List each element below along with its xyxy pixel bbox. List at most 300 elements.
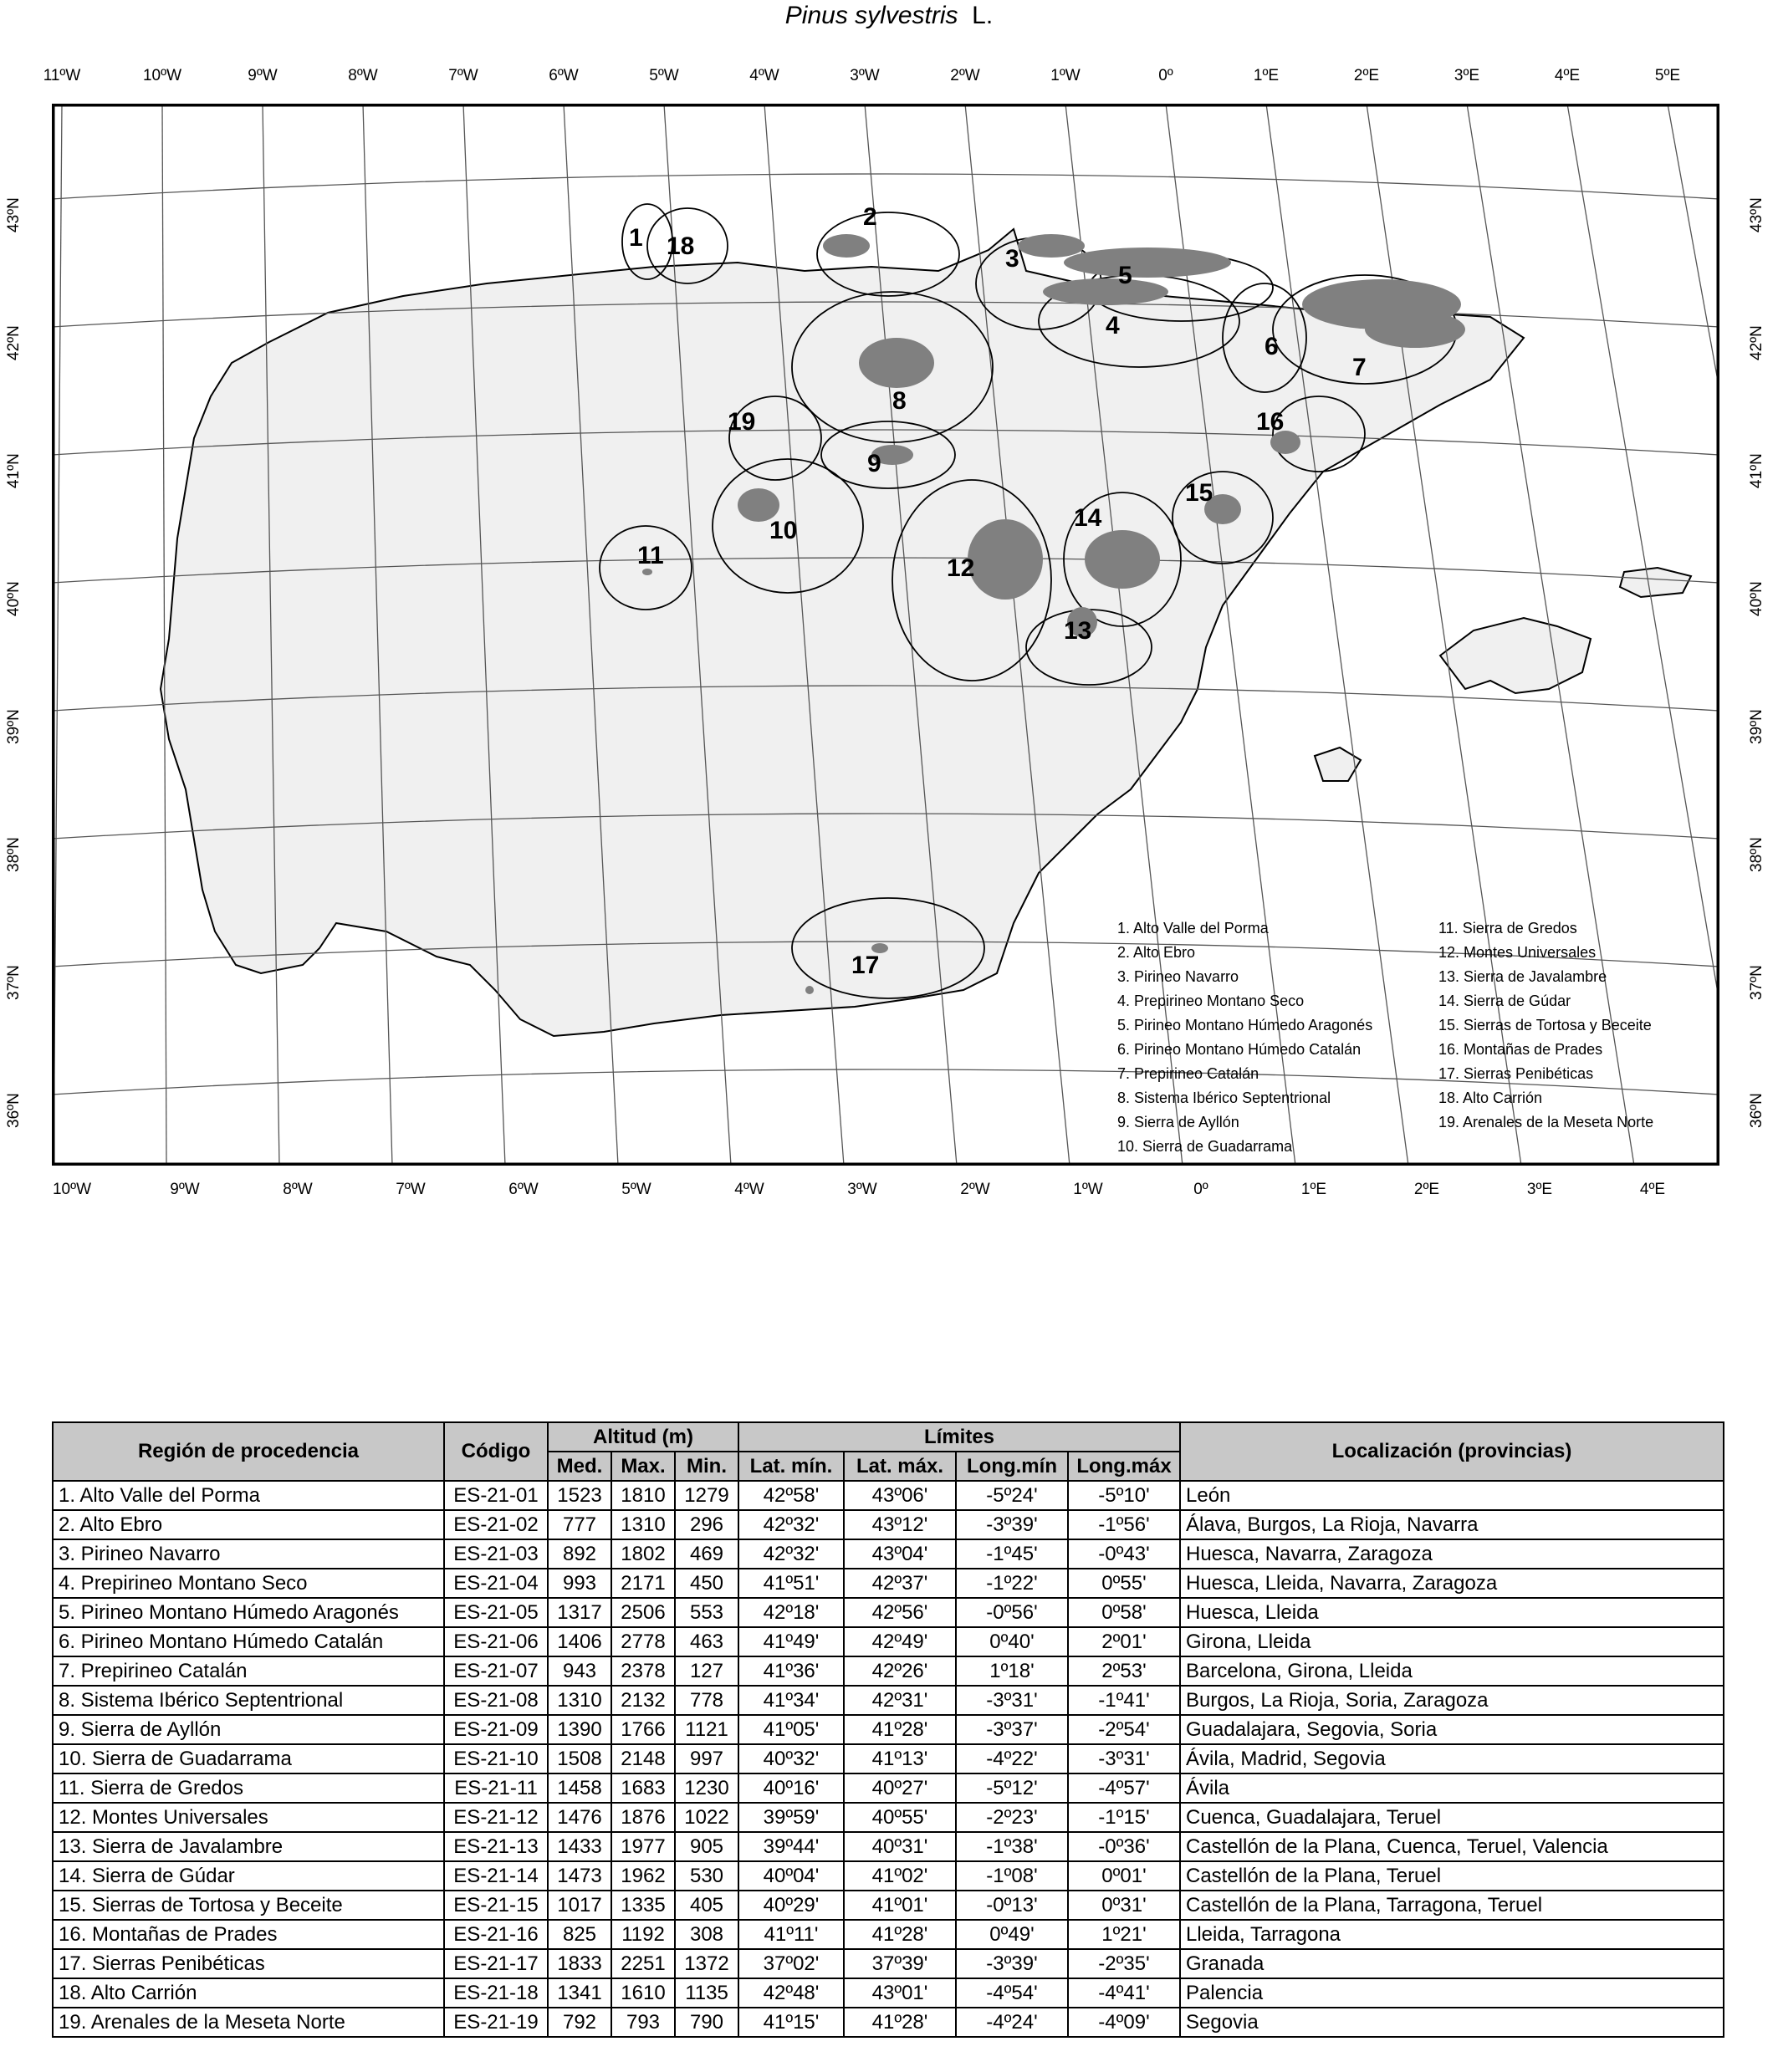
cell-alt-max: 1310 xyxy=(611,1510,675,1539)
legend-item: 10. Sierra de Guadarrama xyxy=(1117,1138,1293,1155)
cell-long-min: -4º24' xyxy=(956,2008,1068,2037)
cell-location: Castellón de la Plana, Cuenca, Teruel, Valencia xyxy=(1180,1832,1724,1861)
top-lon-tick: 7ºW xyxy=(448,67,478,84)
legend-item: 1. Alto Valle del Porma xyxy=(1117,920,1269,936)
cell-alt-max: 2132 xyxy=(611,1686,675,1715)
region-number-label: 1 xyxy=(629,224,643,252)
region-number-label: 3 xyxy=(1005,245,1019,273)
cell-alt-max: 1766 xyxy=(611,1715,675,1744)
cell-alt-med: 1458 xyxy=(548,1773,611,1803)
region-number-label: 9 xyxy=(867,450,881,477)
header-region: Región de procedencia xyxy=(53,1422,444,1481)
cell-code: ES-21-15 xyxy=(444,1891,548,1920)
lat-tick-left: 37ºN xyxy=(5,965,23,1000)
cell-alt-med: 1473 xyxy=(548,1861,611,1891)
legend-item: 12. Montes Universales xyxy=(1438,944,1597,961)
legend-item: 15. Sierras de Tortosa y Beceite xyxy=(1438,1017,1652,1033)
cell-alt-max: 1810 xyxy=(611,1481,675,1510)
header-long-max: Long.máx xyxy=(1068,1452,1180,1481)
lat-tick-left: 40ºN xyxy=(5,581,23,616)
provenance-regions-table xyxy=(52,1421,1724,2038)
region-number-label: 4 xyxy=(1106,312,1120,339)
cell-alt-min: 450 xyxy=(675,1569,738,1598)
species-author: L. xyxy=(972,2,994,29)
cell-code: ES-21-06 xyxy=(444,1627,548,1656)
cell-alt-med: 1406 xyxy=(548,1627,611,1656)
cell-code: ES-21-02 xyxy=(444,1510,548,1539)
table-row xyxy=(53,1656,1724,1686)
cell-alt-min: 463 xyxy=(675,1627,738,1656)
legend-item: 13. Sierra de Javalambre xyxy=(1438,968,1607,985)
cell-alt-max: 1683 xyxy=(611,1773,675,1803)
cell-region: 12. Montes Universales xyxy=(53,1803,444,1832)
cell-long-min: 0º49' xyxy=(956,1920,1068,1949)
cell-region: 7. Prepirineo Catalán xyxy=(53,1656,444,1686)
cell-lat-min: 37º02' xyxy=(738,1949,844,1978)
cell-long-min: -5º24' xyxy=(956,1481,1068,1510)
lat-tick-right: 36ºN xyxy=(1748,1093,1765,1128)
bottom-lon-tick: 6ºW xyxy=(508,1181,539,1198)
table-row xyxy=(53,1481,1724,1510)
cell-long-max: 0º58' xyxy=(1068,1598,1180,1627)
cell-long-max: 2º01' xyxy=(1068,1627,1180,1656)
cell-location: Huesca, Navarra, Zaragoza xyxy=(1180,1539,1724,1569)
cell-long-max: -2º54' xyxy=(1068,1715,1180,1744)
cell-long-min: -0º56' xyxy=(956,1598,1068,1627)
bottom-lon-tick: 2ºW xyxy=(960,1181,990,1198)
table-row xyxy=(53,1715,1724,1744)
legend-item: 6. Pirineo Montano Húmedo Catalán xyxy=(1117,1041,1362,1058)
cell-alt-med: 1508 xyxy=(548,1744,611,1773)
cell-location: León xyxy=(1180,1481,1724,1510)
cell-lat-max: 42º31' xyxy=(844,1686,956,1715)
header-location: Localización (provincias) xyxy=(1180,1422,1724,1481)
cell-region: 19. Arenales de la Meseta Norte xyxy=(53,2008,444,2037)
top-lon-tick: 3ºE xyxy=(1454,67,1480,84)
cell-region: 14. Sierra de Gúdar xyxy=(53,1861,444,1891)
lat-tick-right: 43ºN xyxy=(1748,197,1765,232)
region-number-label: 10 xyxy=(769,517,798,544)
top-lon-tick: 4ºW xyxy=(749,67,779,84)
cell-alt-max: 1876 xyxy=(611,1803,675,1832)
cell-long-min: -3º39' xyxy=(956,1949,1068,1978)
cell-region: 11. Sierra de Gredos xyxy=(53,1773,444,1803)
cell-alt-med: 1317 xyxy=(548,1598,611,1627)
region-number-label: 14 xyxy=(1074,504,1102,532)
cell-location: Guadalajara, Segovia, Soria xyxy=(1180,1715,1724,1744)
cell-long-min: 0º40' xyxy=(956,1627,1068,1656)
cell-long-min: 1º18' xyxy=(956,1656,1068,1686)
cell-long-max: 1º21' xyxy=(1068,1920,1180,1949)
bottom-lon-tick: 7ºW xyxy=(396,1181,426,1198)
header-code: Código xyxy=(444,1422,548,1481)
lat-tick-right: 39ºN xyxy=(1748,709,1765,744)
region-number-label: 7 xyxy=(1352,354,1367,381)
cell-region: 5. Pirineo Montano Húmedo Aragonés xyxy=(53,1598,444,1627)
cell-alt-max: 1610 xyxy=(611,1978,675,2008)
cell-lat-min: 41º34' xyxy=(738,1686,844,1715)
cell-location: Ávila, Madrid, Segovia xyxy=(1180,1744,1724,1773)
table-row xyxy=(53,1627,1724,1656)
cell-alt-med: 1310 xyxy=(548,1686,611,1715)
cell-lat-max: 41º28' xyxy=(844,1920,956,1949)
cell-location: Granada xyxy=(1180,1949,1724,1978)
legend-item: 14. Sierra de Gúdar xyxy=(1438,993,1571,1009)
region-number-label: 5 xyxy=(1118,262,1132,289)
cell-alt-max: 1192 xyxy=(611,1920,675,1949)
top-lon-tick: 10ºW xyxy=(142,67,182,84)
region-number-label: 15 xyxy=(1185,479,1213,507)
cell-location: Burgos, La Rioja, Soria, Zaragoza xyxy=(1180,1686,1724,1715)
table-row xyxy=(53,1920,1724,1949)
top-lon-tick: 1ºW xyxy=(1050,67,1081,84)
cell-long-min: -1º22' xyxy=(956,1569,1068,1598)
cell-lat-min: 40º16' xyxy=(738,1773,844,1803)
cell-location: Álava, Burgos, La Rioja, Navarra xyxy=(1180,1510,1724,1539)
cell-alt-med: 943 xyxy=(548,1656,611,1686)
cell-region: 8. Sistema Ibérico Septentrional xyxy=(53,1686,444,1715)
table-row xyxy=(53,1510,1724,1539)
legend-item: 9. Sierra de Ayllón xyxy=(1117,1114,1239,1130)
cell-long-max: -1º41' xyxy=(1068,1686,1180,1715)
lat-tick-left: 41ºN xyxy=(5,453,23,488)
cell-lat-min: 41º15' xyxy=(738,2008,844,2037)
top-lon-tick: 5ºE xyxy=(1654,67,1681,84)
region-number-label: 6 xyxy=(1265,333,1279,360)
cell-alt-max: 2171 xyxy=(611,1569,675,1598)
cell-code: ES-21-13 xyxy=(444,1832,548,1861)
cell-lat-min: 42º32' xyxy=(738,1510,844,1539)
cell-lat-max: 43º12' xyxy=(844,1510,956,1539)
cell-lat-max: 42º37' xyxy=(844,1569,956,1598)
cell-lat-max: 43º01' xyxy=(844,1978,956,2008)
cell-long-max: -1º15' xyxy=(1068,1803,1180,1832)
cell-lat-min: 39º59' xyxy=(738,1803,844,1832)
table-row xyxy=(53,1891,1724,1920)
cell-code: ES-21-08 xyxy=(444,1686,548,1715)
region-number-label: 8 xyxy=(892,387,907,415)
bottom-lon-tick: 10ºW xyxy=(52,1181,92,1198)
cell-region: 17. Sierras Penibéticas xyxy=(53,1949,444,1978)
top-lon-tick: 4ºE xyxy=(1554,67,1581,84)
cell-code: ES-21-07 xyxy=(444,1656,548,1686)
cell-lat-max: 41º28' xyxy=(844,1715,956,1744)
cell-alt-max: 2378 xyxy=(611,1656,675,1686)
header-min: Min. xyxy=(675,1452,738,1481)
lat-tick-left: 39ºN xyxy=(5,709,23,744)
cell-alt-min: 296 xyxy=(675,1510,738,1539)
bottom-lon-tick: 4ºW xyxy=(734,1181,764,1198)
top-lon-tick: 5ºW xyxy=(649,67,679,84)
cell-code: ES-21-03 xyxy=(444,1539,548,1569)
cell-lat-min: 40º29' xyxy=(738,1891,844,1920)
cell-alt-med: 1341 xyxy=(548,1978,611,2008)
cell-region: 18. Alto Carrión xyxy=(53,1978,444,2008)
legend-item: 5. Pirineo Montano Húmedo Aragonés xyxy=(1117,1017,1373,1033)
region-number-label: 11 xyxy=(637,542,664,569)
cell-alt-min: 553 xyxy=(675,1598,738,1627)
cell-location: Girona, Lleida xyxy=(1180,1627,1724,1656)
header-max: Max. xyxy=(611,1452,675,1481)
cell-region: 15. Sierras de Tortosa y Beceite xyxy=(53,1891,444,1920)
cell-alt-min: 905 xyxy=(675,1832,738,1861)
cell-lat-max: 42º56' xyxy=(844,1598,956,1627)
cell-alt-min: 1022 xyxy=(675,1803,738,1832)
cell-long-max: -0º43' xyxy=(1068,1539,1180,1569)
cell-lat-max: 41º01' xyxy=(844,1891,956,1920)
cell-lat-min: 42º32' xyxy=(738,1539,844,1569)
cell-location: Castellón de la Plana, Tarragona, Teruel xyxy=(1180,1891,1724,1920)
cell-alt-min: 405 xyxy=(675,1891,738,1920)
cell-code: ES-21-18 xyxy=(444,1978,548,2008)
cell-lat-max: 41º13' xyxy=(844,1744,956,1773)
cell-long-max: 0º55' xyxy=(1068,1569,1180,1598)
legend-item: 7. Prepirineo Catalán xyxy=(1117,1065,1259,1082)
top-lon-tick: 2ºE xyxy=(1353,67,1380,84)
cell-long-min: -1º08' xyxy=(956,1861,1068,1891)
cell-alt-med: 1476 xyxy=(548,1803,611,1832)
cell-alt-min: 778 xyxy=(675,1686,738,1715)
cell-alt-max: 1335 xyxy=(611,1891,675,1920)
cell-alt-med: 993 xyxy=(548,1569,611,1598)
cell-location: Huesca, Lleida, Navarra, Zaragoza xyxy=(1180,1569,1724,1598)
cell-alt-min: 1230 xyxy=(675,1773,738,1803)
cell-lat-max: 43º06' xyxy=(844,1481,956,1510)
cell-location: Ávila xyxy=(1180,1773,1724,1803)
legend-item: 2. Alto Ebro xyxy=(1117,944,1196,961)
cell-lat-max: 37º39' xyxy=(844,1949,956,1978)
cell-alt-min: 308 xyxy=(675,1920,738,1949)
header-long-min: Long.mín xyxy=(956,1452,1068,1481)
cell-long-min: -5º12' xyxy=(956,1773,1068,1803)
table-row xyxy=(53,1598,1724,1627)
cell-long-min: -3º31' xyxy=(956,1686,1068,1715)
cell-lat-min: 39º44' xyxy=(738,1832,844,1861)
cell-alt-min: 1135 xyxy=(675,1978,738,2008)
cell-alt-min: 997 xyxy=(675,1744,738,1773)
header-med: Med. xyxy=(548,1452,611,1481)
table-row xyxy=(53,1978,1724,2008)
cell-lat-min: 42º18' xyxy=(738,1598,844,1627)
cell-code: ES-21-04 xyxy=(444,1569,548,1598)
region-number-label: 19 xyxy=(728,408,756,436)
top-lon-tick: 2ºW xyxy=(950,67,980,84)
table-row xyxy=(53,1539,1724,1569)
cell-region: 4. Prepirineo Montano Seco xyxy=(53,1569,444,1598)
lat-tick-right: 42ºN xyxy=(1748,325,1765,360)
cell-code: ES-21-01 xyxy=(444,1481,548,1510)
bottom-lon-tick: 4ºE xyxy=(1639,1181,1666,1198)
cell-code: ES-21-14 xyxy=(444,1861,548,1891)
cell-alt-min: 1372 xyxy=(675,1949,738,1978)
bottom-lon-tick: 1ºE xyxy=(1300,1181,1327,1198)
cell-alt-med: 1017 xyxy=(548,1891,611,1920)
top-lon-tick: 11ºW xyxy=(43,67,81,84)
table-row xyxy=(53,1744,1724,1773)
cell-long-max: 0º31' xyxy=(1068,1891,1180,1920)
cell-long-min: -4º22' xyxy=(956,1744,1068,1773)
cell-lat-max: 40º31' xyxy=(844,1832,956,1861)
cell-region: 2. Alto Ebro xyxy=(53,1510,444,1539)
header-lat-min: Lat. mín. xyxy=(738,1452,844,1481)
cell-lat-min: 41º05' xyxy=(738,1715,844,1744)
header-altitude: Altitud (m) xyxy=(548,1422,738,1452)
cell-alt-max: 2506 xyxy=(611,1598,675,1627)
bottom-lon-tick: 0º xyxy=(1193,1181,1208,1198)
cell-lat-min: 41º51' xyxy=(738,1569,844,1598)
table-row xyxy=(53,1861,1724,1891)
cell-alt-max: 2251 xyxy=(611,1949,675,1978)
table-row xyxy=(53,1803,1724,1832)
lat-tick-right: 38ºN xyxy=(1748,837,1765,872)
cell-code: ES-21-17 xyxy=(444,1949,548,1978)
cell-alt-max: 1802 xyxy=(611,1539,675,1569)
cell-lat-min: 42º58' xyxy=(738,1481,844,1510)
cell-alt-min: 1121 xyxy=(675,1715,738,1744)
top-lon-tick: 9ºW xyxy=(248,67,278,84)
legend-item: 16. Montañas de Prades xyxy=(1438,1041,1603,1058)
cell-location: Castellón de la Plana, Teruel xyxy=(1180,1861,1724,1891)
cell-long-max: -4º57' xyxy=(1068,1773,1180,1803)
map-title xyxy=(0,2,1778,30)
cell-long-min: -2º23' xyxy=(956,1803,1068,1832)
legend-column-1 xyxy=(1117,916,1372,1159)
table-row xyxy=(53,1569,1724,1598)
cell-code: ES-21-19 xyxy=(444,2008,548,2037)
legend-item: 18. Alto Carrión xyxy=(1438,1090,1543,1106)
top-lon-tick: 0º xyxy=(1158,67,1173,84)
lat-tick-left: 43ºN xyxy=(5,197,23,232)
table-row xyxy=(53,1949,1724,1978)
cell-alt-max: 1962 xyxy=(611,1861,675,1891)
legend-item: 4. Prepirineo Montano Seco xyxy=(1117,993,1305,1009)
legend-item: 17. Sierras Penibéticas xyxy=(1438,1065,1594,1082)
cell-region: 6. Pirineo Montano Húmedo Catalán xyxy=(53,1627,444,1656)
cell-long-max: -1º56' xyxy=(1068,1510,1180,1539)
cell-alt-med: 1390 xyxy=(548,1715,611,1744)
region-number-label: 17 xyxy=(851,952,880,979)
cell-long-min: -1º45' xyxy=(956,1539,1068,1569)
cell-alt-min: 469 xyxy=(675,1539,738,1569)
bottom-lon-tick: 3ºW xyxy=(847,1181,877,1198)
header-limits: Límites xyxy=(738,1422,1180,1452)
cell-code: ES-21-05 xyxy=(444,1598,548,1627)
cell-alt-med: 1523 xyxy=(548,1481,611,1510)
bottom-longitude-ticks xyxy=(0,1181,1778,1209)
cell-code: ES-21-16 xyxy=(444,1920,548,1949)
cell-alt-med: 892 xyxy=(548,1539,611,1569)
cell-lat-max: 43º04' xyxy=(844,1539,956,1569)
cell-lat-max: 40º55' xyxy=(844,1803,956,1832)
cell-alt-med: 825 xyxy=(548,1920,611,1949)
cell-lat-min: 41º36' xyxy=(738,1656,844,1686)
top-lon-tick: 1ºE xyxy=(1253,67,1280,84)
lat-tick-right: 37ºN xyxy=(1748,965,1765,1000)
bottom-lon-tick: 9ºW xyxy=(170,1181,200,1198)
cell-long-max: -4º41' xyxy=(1068,1978,1180,2008)
cell-location: Palencia xyxy=(1180,1978,1724,2008)
cell-code: ES-21-12 xyxy=(444,1803,548,1832)
cell-alt-min: 530 xyxy=(675,1861,738,1891)
bottom-lon-tick: 3ºE xyxy=(1526,1181,1553,1198)
cell-lat-min: 40º32' xyxy=(738,1744,844,1773)
cell-alt-min: 1279 xyxy=(675,1481,738,1510)
cell-long-min: -1º38' xyxy=(956,1832,1068,1861)
cell-region: 13. Sierra de Javalambre xyxy=(53,1832,444,1861)
cell-code: ES-21-11 xyxy=(444,1773,548,1803)
top-lon-tick: 8ºW xyxy=(348,67,378,84)
species-name: Pinus sylvestris xyxy=(784,2,958,29)
cell-long-max: -2º35' xyxy=(1068,1949,1180,1978)
cell-lat-min: 41º49' xyxy=(738,1627,844,1656)
cell-alt-max: 2148 xyxy=(611,1744,675,1773)
cell-lat-min: 42º48' xyxy=(738,1978,844,2008)
cell-lat-max: 42º26' xyxy=(844,1656,956,1686)
cell-long-max: -4º09' xyxy=(1068,2008,1180,2037)
bottom-lon-tick: 2ºE xyxy=(1413,1181,1440,1198)
cell-long-min: -0º13' xyxy=(956,1891,1068,1920)
cell-region: 1. Alto Valle del Porma xyxy=(53,1481,444,1510)
cell-long-min: -4º54' xyxy=(956,1978,1068,2008)
bottom-lon-tick: 1ºW xyxy=(1073,1181,1103,1198)
cell-code: ES-21-09 xyxy=(444,1715,548,1744)
lat-tick-right: 41ºN xyxy=(1748,453,1765,488)
lat-tick-right: 40ºN xyxy=(1748,581,1765,616)
table-row xyxy=(53,1832,1724,1861)
cell-long-max: -3º31' xyxy=(1068,1744,1180,1773)
cell-location: Barcelona, Girona, Lleida xyxy=(1180,1656,1724,1686)
top-lon-tick: 6ºW xyxy=(549,67,579,84)
cell-long-max: 2º53' xyxy=(1068,1656,1180,1686)
cell-long-min: -3º37' xyxy=(956,1715,1068,1744)
region-number-label: 12 xyxy=(947,554,975,582)
table-row xyxy=(53,2008,1724,2037)
table-row xyxy=(53,1773,1724,1803)
cell-long-min: -3º39' xyxy=(956,1510,1068,1539)
cell-alt-max: 2778 xyxy=(611,1627,675,1656)
cell-long-max: -0º36' xyxy=(1068,1832,1180,1861)
lat-tick-left: 36ºN xyxy=(5,1093,23,1128)
cell-region: 10. Sierra de Guadarrama xyxy=(53,1744,444,1773)
cell-lat-min: 40º04' xyxy=(738,1861,844,1891)
cell-lat-max: 41º28' xyxy=(844,2008,956,2037)
cell-alt-max: 1977 xyxy=(611,1832,675,1861)
cell-alt-min: 790 xyxy=(675,2008,738,2037)
region-number-label: 2 xyxy=(863,203,877,231)
legend-column-2 xyxy=(1438,916,1653,1135)
cell-location: Cuenca, Guadalajara, Teruel xyxy=(1180,1803,1724,1832)
cell-long-max: -5º10' xyxy=(1068,1481,1180,1510)
cell-code: ES-21-10 xyxy=(444,1744,548,1773)
lat-tick-left: 38ºN xyxy=(5,837,23,872)
bottom-lon-tick: 8ºW xyxy=(283,1181,313,1198)
cell-alt-med: 1833 xyxy=(548,1949,611,1978)
cell-alt-min: 127 xyxy=(675,1656,738,1686)
cell-location: Huesca, Lleida xyxy=(1180,1598,1724,1627)
legend-item: 19. Arenales de la Meseta Norte xyxy=(1438,1114,1654,1130)
legend-item: 3. Pirineo Navarro xyxy=(1117,968,1239,985)
cell-region: 16. Montañas de Prades xyxy=(53,1920,444,1949)
cell-long-max: 0º01' xyxy=(1068,1861,1180,1891)
legend-item: 11. Sierra de Gredos xyxy=(1438,920,1577,936)
cell-region: 3. Pirineo Navarro xyxy=(53,1539,444,1569)
top-lon-tick: 3ºW xyxy=(850,67,880,84)
region-number-label: 13 xyxy=(1064,617,1092,645)
lat-tick-left: 42ºN xyxy=(5,325,23,360)
cell-location: Segovia xyxy=(1180,2008,1724,2037)
cell-region: 9. Sierra de Ayllón xyxy=(53,1715,444,1744)
cell-alt-med: 792 xyxy=(548,2008,611,2037)
